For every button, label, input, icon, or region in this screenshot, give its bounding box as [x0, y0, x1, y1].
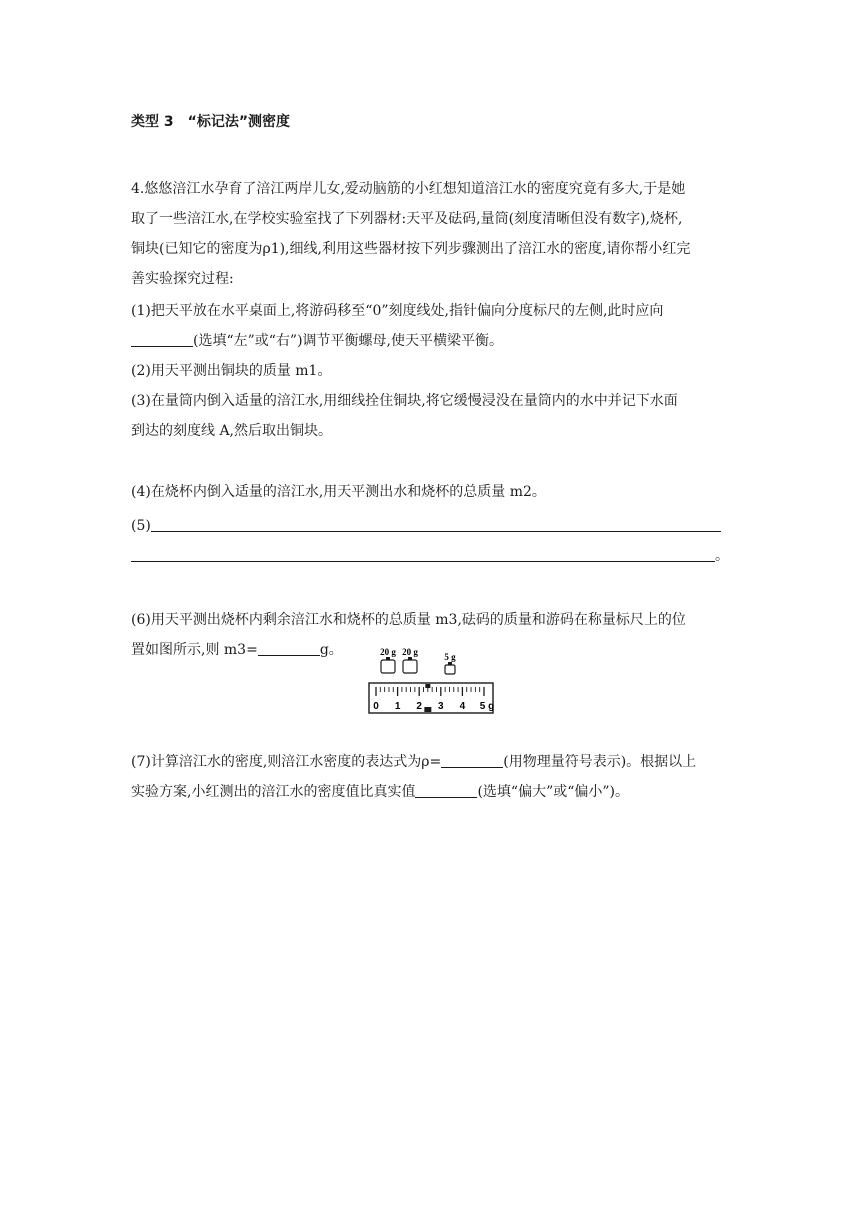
svg-text:20 g: 20 g [380, 647, 396, 657]
scale-tick-label: 3 [438, 701, 444, 712]
intro-line: 取了一些涪江水,在学校实验室找了下列器材:天平及砝码,量筒(刻度清晰但没有数字),烧杯, [131, 211, 683, 227]
step-7-head-2: 实验方案,小红测出的涪江水的密度值比真实值 [131, 784, 416, 800]
intro-line: 铜块(已知它的密度为ρ1),细线,利用这些器材按下列步骤测出了涪江水的密度,请你帮小红完 [131, 241, 691, 257]
step-2 [131, 356, 731, 386]
intro-line: 4.悠悠涪江水孕育了涪江两岸儿女,爱动脑筋的小红想知道涪江水的密度究竟有多大,于是她 [131, 181, 686, 197]
step-1-line: (1)把天平放在水平桌面上,将游码移至“0”刻度线处,指针偏向分度标尺的左侧,此时应向 [131, 303, 664, 319]
answer-blank-m3[interactable] [258, 641, 320, 656]
answer-blank-density-expression[interactable] [441, 753, 503, 768]
step-3 [131, 386, 731, 446]
rider-top-marker [425, 684, 430, 688]
step-7-head: (7)计算涪江水的密度,则涪江水密度的表达式为ρ= [131, 754, 442, 770]
scale-tick-label: 1 [394, 701, 401, 712]
problem-intro [131, 174, 731, 294]
step-1-tail: (选填“左”或“右”)调节平衡螺母,使天平横梁平衡。 [193, 333, 504, 349]
step-7 [131, 747, 731, 807]
balance-weights-figure [366, 645, 496, 715]
scale-tick-label: 4 [459, 701, 466, 712]
answer-blank-direction[interactable] [131, 332, 193, 347]
step-7-tail-2: (选填“偏大”或“偏小”)。 [477, 784, 630, 800]
step-6-tail: g。 [319, 642, 343, 658]
scale-tick-label: 0 [373, 701, 379, 712]
scale-tick-label: 2 [416, 701, 422, 712]
section-heading: 类型 3 “标记法”测密度 [131, 114, 291, 130]
answer-blank-bias[interactable] [415, 783, 477, 798]
svg-text:20 g: 20 g [402, 647, 418, 657]
step-5 [131, 511, 731, 571]
answer-blank-step5-line1[interactable] [151, 517, 721, 532]
step-6-line: (6)用天平测出烧杯内剩余涪江水和烧杯的总质量 m3,砝码的质量和游码在称量标尺上的位 [131, 612, 686, 628]
step-4 [131, 477, 731, 507]
step-3-line: (3)在量筒内倒入适量的涪江水,用细线拴住铜块,将它缓慢浸没在量筒内的水中并记下水面 [131, 393, 678, 409]
step-1 [131, 296, 731, 356]
step-5-label: (5) [131, 518, 151, 534]
weight-5g [444, 652, 456, 674]
answer-blank-step5-line2[interactable] [131, 547, 715, 562]
step-2-text: (2)用天平测出铜块的质量 m1。 [131, 363, 332, 379]
step-4-text: (4)在烧杯内倒入适量的涪江水,用天平测出水和烧杯的总质量 m2。 [131, 484, 546, 500]
weight-20g-b [402, 647, 418, 673]
step-7-tail: (用物理量符号表示)。根据以上 [503, 754, 697, 770]
rider [424, 707, 431, 712]
step-5-end: 。 [715, 548, 729, 564]
weight-20g-a [380, 647, 396, 673]
intro-line: 善实验探究过程: [131, 271, 234, 287]
step-3-line: 到达的刻度线 A,然后取出铜块。 [131, 423, 333, 439]
step-6-head: 置如图所示,则 m3= [131, 642, 258, 658]
scale-tick-label: 5 g [479, 701, 495, 712]
svg-text:5 g: 5 g [444, 652, 456, 662]
